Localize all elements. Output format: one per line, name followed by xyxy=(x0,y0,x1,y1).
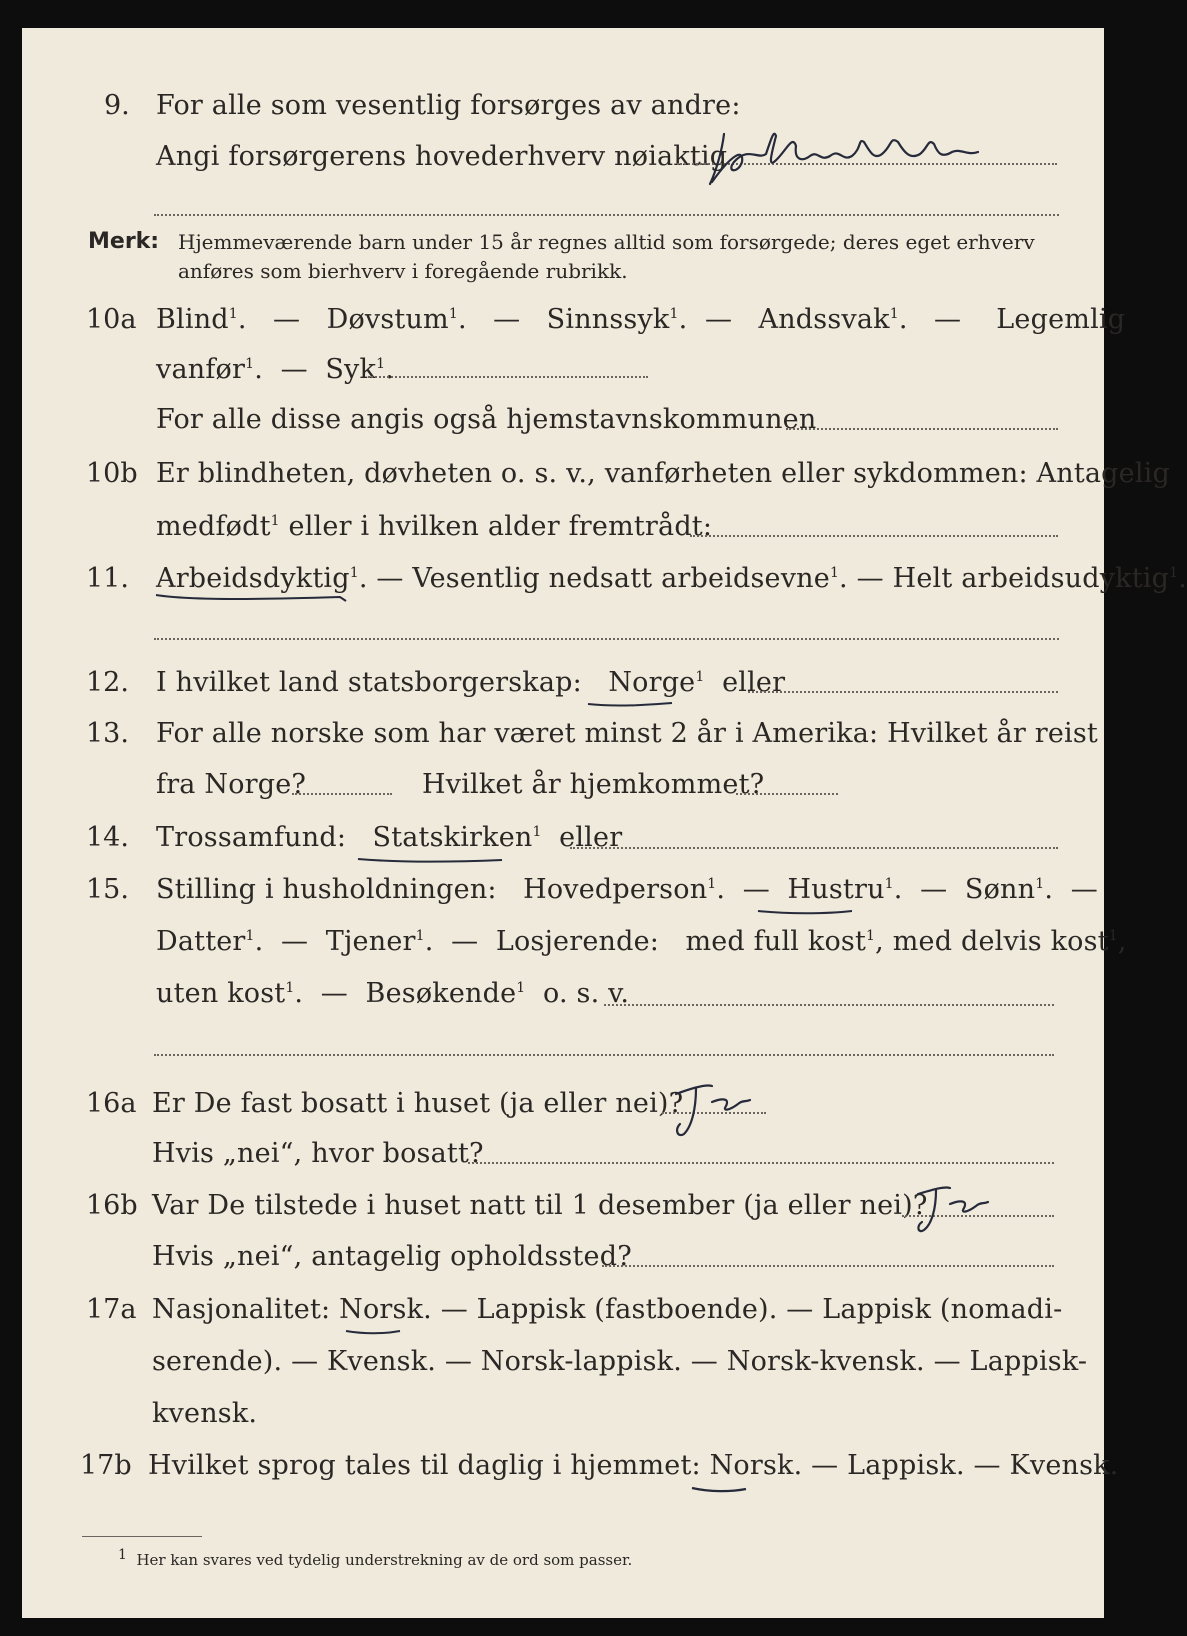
separator-rule xyxy=(154,638,1059,640)
item-number: 14. xyxy=(86,822,129,853)
note-text: Hjemmeværende barn under 15 år regnes alltid som forsørgede; deres eget erhverv xyxy=(178,230,1035,254)
census-form-page xyxy=(22,28,1187,1618)
item-text: For alle norske som har været minst 2 år i Amerika: Hvilket år reist xyxy=(156,718,1098,749)
handwritten-answer xyxy=(914,1182,994,1246)
item-number: 10b xyxy=(86,458,138,489)
item-text: Hvilket år hjemkommet? xyxy=(422,769,765,800)
answer-dotted-line xyxy=(468,1162,1054,1164)
underline-mark xyxy=(356,850,506,869)
item-text: Nasjonalitet: Norsk. — Lappisk (fastboende). — Lappisk (nomadi- xyxy=(152,1294,1063,1325)
note-text: anføres som bierhverv i foregående rubrikk. xyxy=(178,259,628,283)
item-text: vanfør$^1$. — Syk$^1$. xyxy=(156,354,394,385)
underline-mark xyxy=(154,588,354,607)
answer-dotted-line xyxy=(748,691,1058,693)
footnote: $^1$ Her kan svares ved tydelig understrekning av de ord som passer. xyxy=(118,1547,633,1569)
item-text: fra Norge? xyxy=(156,769,307,800)
item-text: Hvis „nei“, antagelig opholdssted? xyxy=(152,1241,632,1272)
item-number: 9. xyxy=(104,90,130,121)
handwritten-answer xyxy=(702,126,992,202)
answer-dotted-line xyxy=(570,847,1058,849)
answer-dotted-line xyxy=(602,1265,1054,1267)
answer-dotted-line xyxy=(736,793,838,795)
item-number: 12. xyxy=(86,667,129,698)
answer-dotted-line xyxy=(368,376,648,378)
item-text: Stilling i husholdningen: Hovedperson$^1$. — Hustru$^1$. — Sønn$^1$. — xyxy=(156,874,1098,905)
underline-mark xyxy=(690,1480,750,1499)
item-number: 17a xyxy=(86,1294,137,1325)
answer-dotted-line xyxy=(786,428,1058,430)
item-number: 17b xyxy=(80,1450,132,1481)
item-text: Er blindheten, døvheten o. s. v., vanførheten eller sykdommen: Antagelig xyxy=(156,458,1170,489)
underline-mark xyxy=(756,902,856,921)
underline-mark xyxy=(344,1322,404,1341)
answer-dotted-line xyxy=(292,793,392,795)
item-text: Hvis „nei“, hvor bosatt? xyxy=(152,1138,484,1169)
item-text: medfødt$^1$ eller i hvilken alder fremtrådt: xyxy=(156,511,713,542)
item-number: 10a xyxy=(86,304,137,335)
separator-rule xyxy=(154,1054,1054,1056)
item-number: 16a xyxy=(86,1088,137,1119)
note-label: Merk: xyxy=(88,229,160,254)
item-number: 16b xyxy=(86,1190,138,1221)
answer-dotted-line xyxy=(604,1004,1054,1006)
item-text: Er De fast bosatt i huset (ja eller nei)? xyxy=(152,1088,684,1119)
item-text: kvensk. xyxy=(152,1398,258,1429)
answer-dotted-line xyxy=(690,535,1058,537)
item-text: Arbeidsdyktig$^1$. — Vesentlig nedsatt arbeidsevne$^1$. — Helt arbeidsudyktig$^1$. xyxy=(156,563,1187,594)
item-number: 13. xyxy=(86,718,129,749)
item-number: 11. xyxy=(86,563,129,594)
item-text: serende). — Kvensk. — Norsk-lappisk. — Norsk-kvensk. — Lappisk- xyxy=(152,1346,1088,1377)
underline-mark xyxy=(586,694,676,713)
footnote-rule xyxy=(82,1536,202,1537)
item-text: Hvilket sprog tales til daglig i hjemmet: Norsk. — Lappisk. — Kvensk. xyxy=(148,1450,1119,1481)
item-text: For alle som vesentlig forsørges av andre: xyxy=(156,90,741,121)
item-text: Angi forsørgerens hovederhverv nøiaktig xyxy=(156,141,728,172)
item-text: Trossamfund: Statskirken$^1$ eller xyxy=(156,822,623,853)
item-text: Var De tilstede i huset natt til 1 desember (ja eller nei)? xyxy=(152,1190,928,1221)
handwritten-answer xyxy=(672,1080,752,1150)
item-text: For alle disse angis også hjemstavnskommunen xyxy=(156,404,817,435)
separator-rule xyxy=(154,214,1059,216)
item-text: I hvilket land statsborgerskap: Norge$^1$ eller xyxy=(156,667,786,698)
item-number: 15. xyxy=(86,874,129,905)
item-text: uten kost$^1$. — Besøkende$^1$ o. s. v. xyxy=(156,978,630,1009)
item-text: Blind$^1$. — Døvstum$^1$. — Sinnssyk$^1$. — Andssvak$^1$. — Legemlig xyxy=(156,304,1126,335)
item-text: Datter$^1$. — Tjener$^1$. — Losjerende: med full kost$^1$, med delvis kost$^1$, xyxy=(156,926,1127,957)
